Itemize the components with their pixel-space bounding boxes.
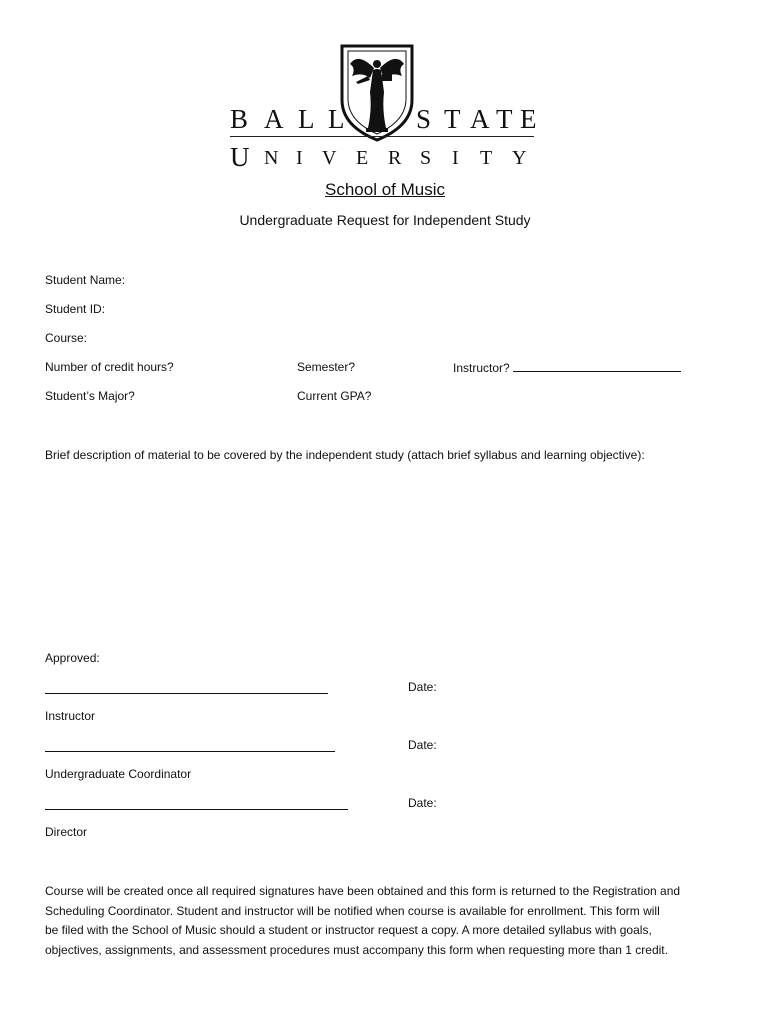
logo-letter: L <box>298 104 315 134</box>
director-signature-line <box>45 809 348 810</box>
logo-letter: S <box>420 147 432 169</box>
coordinator-role-label: Undergraduate Coordinator <box>45 767 192 781</box>
logo-letter: B <box>230 104 249 134</box>
description-label: Brief description of material to be covered by the independent study (attach brief syllabus and learning objective): <box>45 448 645 462</box>
instructor-signature-line <box>45 693 328 694</box>
school-name: School of Music <box>325 180 445 199</box>
coordinator-date-label: Date: <box>408 738 437 752</box>
form-title: Undergraduate Request for Independent Study <box>239 212 531 228</box>
gpa-label: Current GPA? <box>297 389 372 403</box>
director-role-label: Director <box>45 825 88 839</box>
logo-letter: N <box>264 147 279 169</box>
logo-letter: E <box>520 104 537 134</box>
director-date-label: Date: <box>408 796 437 810</box>
logo-letter: T <box>496 104 513 134</box>
coordinator-signature-line <box>45 751 335 752</box>
approved-label: Approved: <box>45 651 100 665</box>
logo-letter: S <box>416 104 432 134</box>
credit-hours-label: Number of credit hours? <box>45 360 174 374</box>
logo-letter: A <box>264 104 284 134</box>
logo-letter: V <box>322 147 337 169</box>
university-logo <box>230 42 540 172</box>
logo-rule <box>230 136 534 137</box>
instructor-blank-line <box>513 360 681 372</box>
course-label: Course: <box>45 331 88 345</box>
footer-line: be filed with the School of Music should a student or instructor request a copy. A more detailed syllabus with goals, <box>45 923 652 937</box>
logo-letter: U <box>230 142 250 172</box>
logo-letter: R <box>388 147 402 169</box>
major-label: Student’s Major? <box>45 389 135 403</box>
student-id-label: Student ID: <box>45 302 106 316</box>
logo-letter: E <box>356 147 369 169</box>
logo-letter: I <box>296 147 303 169</box>
footer-line: Course will be created once all required signatures have been obtained and this form is returned to the Registration and <box>45 884 681 898</box>
logo-letter: Y <box>512 147 527 169</box>
logo-letter: L <box>328 104 345 134</box>
logo-letter: T <box>444 104 461 134</box>
semester-label: Semester? <box>297 360 356 374</box>
instructor-question-label: Instructor? <box>453 361 510 375</box>
logo-letter: T <box>480 147 493 169</box>
logo-letter: I <box>452 147 459 169</box>
student-name-label: Student Name: <box>45 273 126 287</box>
footer-line: Scheduling Coordinator. Student and instructor will be notified when course is available for enrollment. This form will <box>45 903 660 918</box>
footer-paragraph <box>45 882 735 960</box>
logo-letter: A <box>470 104 490 134</box>
instructor-role-label: Instructor <box>45 709 96 723</box>
instructor-date-label: Date: <box>408 680 437 694</box>
footer-line: objectives, assignments, and assessment procedures must accompany this form when requesting more than 1 credit. <box>45 942 668 957</box>
angel-shield-icon <box>338 42 416 142</box>
instructor-field <box>453 360 681 375</box>
